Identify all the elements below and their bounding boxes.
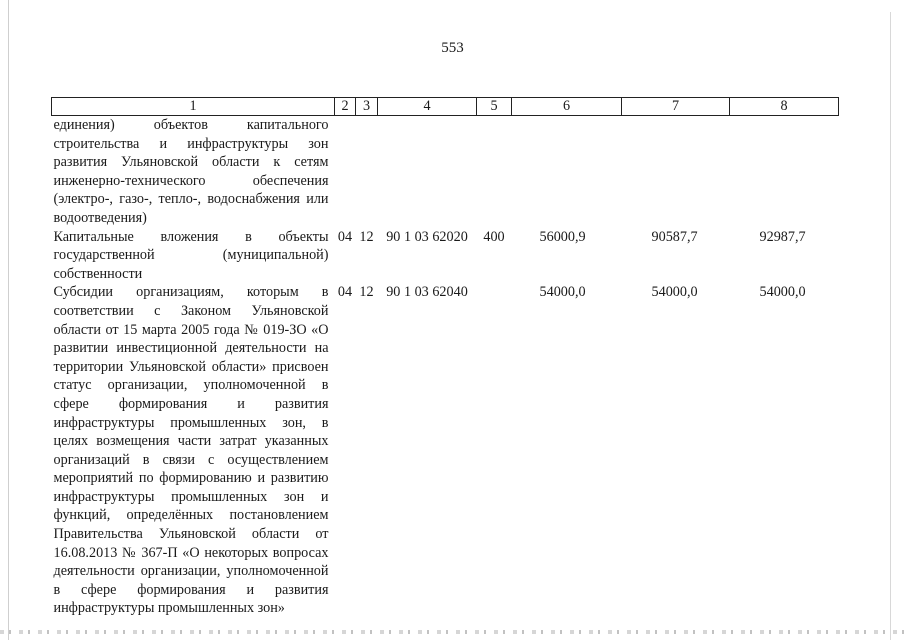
- amount-col6: 56000,9: [539, 228, 586, 245]
- target-article-code: [378, 116, 477, 228]
- amount-col6: [512, 116, 622, 228]
- expense-type-code: [477, 116, 512, 228]
- column-header: 7: [622, 98, 730, 116]
- section-code: [335, 116, 356, 228]
- table-row: [52, 228, 839, 284]
- column-header: 6: [512, 98, 622, 116]
- table-row: [52, 283, 839, 618]
- expense-type-code: [477, 283, 512, 618]
- column-header: 1: [52, 98, 335, 116]
- amount-col8: [730, 116, 839, 228]
- amount-col7: 90587,7: [651, 228, 698, 245]
- subsection-code: 12: [359, 284, 374, 301]
- page-number: 553: [441, 40, 464, 56]
- target-article-code: 90 1 03 62040: [386, 284, 468, 301]
- column-header: 5: [477, 98, 512, 116]
- table-row: [52, 116, 839, 228]
- scan-artifact-line: [0, 630, 905, 634]
- section-code: 04: [337, 228, 353, 245]
- target-article-code: 90 1 03 62020: [386, 228, 468, 245]
- expense-type-code: 400: [483, 228, 505, 245]
- amount-col8: 54000,0: [759, 284, 806, 301]
- amount-col7: 54000,0: [651, 284, 698, 301]
- column-header: 2: [335, 98, 356, 116]
- subsection-code: 12: [359, 228, 374, 245]
- row-description: Капитальные вложения в объекты государственной (муниципальной) собственности: [53, 228, 329, 282]
- budget-table: [51, 97, 839, 618]
- column-header: 3: [356, 98, 378, 116]
- page-edge-right: [890, 12, 891, 640]
- page-edge-left: [8, 0, 9, 640]
- header-row: [52, 98, 839, 116]
- section-code: 04: [337, 284, 353, 301]
- amount-col7: [622, 116, 730, 228]
- amount-col8: 92987,7: [759, 228, 806, 245]
- row-description: единения) объектов капитального строительства и инфраструктуры зон развития Ульяновской области к сетям инженерно-технического обеспечения (электро-, газо-, тепло-, водоснабжения или водоотведения): [53, 117, 329, 226]
- subsection-code: [356, 116, 378, 228]
- row-description: Субсидии организациям, которым в соответствии с Законом Ульяновской области от 15 марта 2005 года № 019-ЗО «О развитии инвестиционной деятельности на территории Ульяновской области» присвоен статус организации, уполномоченной в сфере формирования и развития инфраструктуры промышленных зон, в целях возмещения части затрат указанных организаций в связи с осуществлением мероприятий по формированию и развитию инфраструктуры промышленных зон и функций, определённых постановлением Правительства Ульяновской области от 16.08.2013 № 367-П «О некоторых вопросах деятельности организации, уполномоченной в сфере формирования и развития инфраструктуры промышленных зон»: [53, 284, 329, 617]
- table-header: [52, 98, 839, 116]
- column-header: 4: [378, 98, 477, 116]
- amount-col6: 54000,0: [539, 284, 586, 301]
- column-header: 8: [730, 98, 839, 116]
